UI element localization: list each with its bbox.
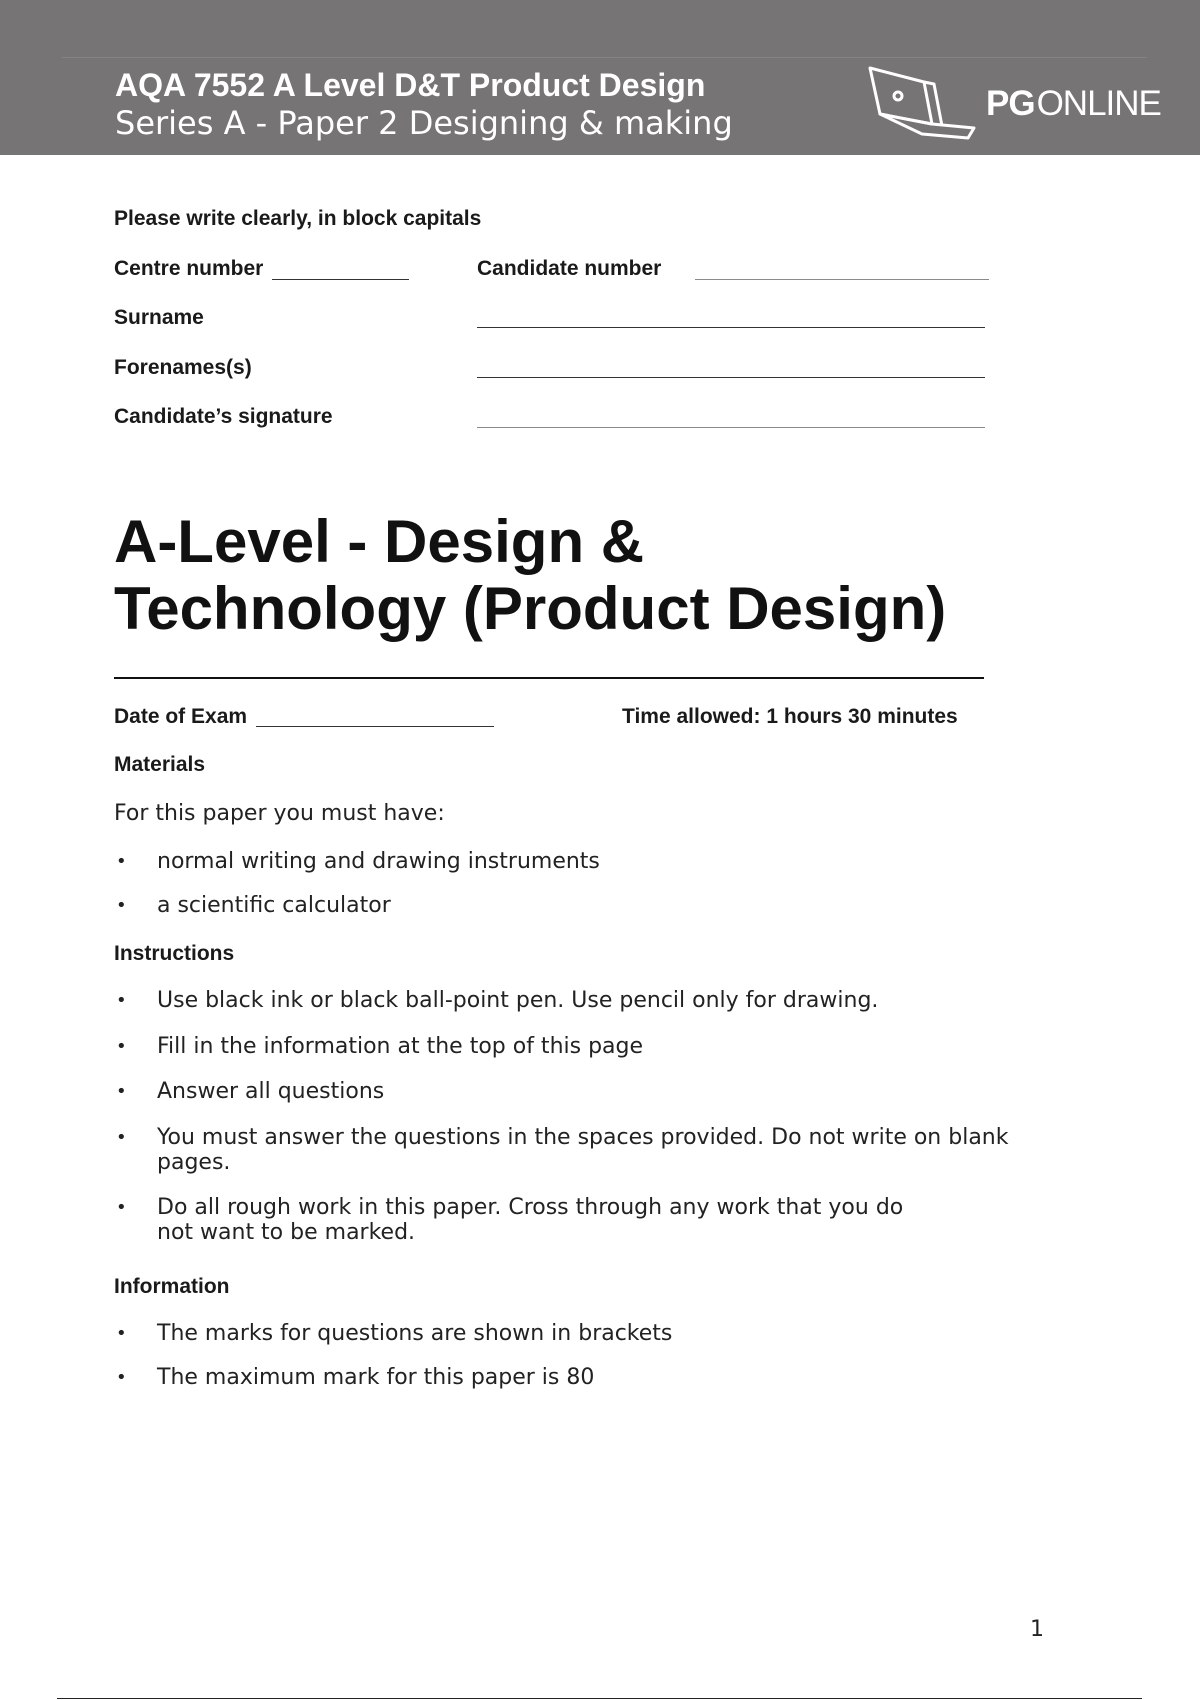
bullet-icon: • <box>116 1081 127 1102</box>
candidate-number-field[interactable] <box>695 279 989 280</box>
centre-number-label: Centre number <box>114 257 264 280</box>
list-item: • a scientific calculator <box>116 893 391 918</box>
list-item: • normal writing and drawing instruments <box>116 849 600 874</box>
header-band <box>0 0 1200 155</box>
logo-text: PGONLINE <box>986 84 1161 123</box>
pg-online-logo <box>862 64 1161 144</box>
bullet-icon: • <box>116 1323 127 1344</box>
list-item: • Do all rough work in this paper. Cross through any work that you do not want to be marked. <box>116 1195 904 1245</box>
header-rule <box>62 57 1147 58</box>
signature-field[interactable] <box>477 427 985 428</box>
title-rule <box>114 677 984 679</box>
exam-title <box>114 508 1014 642</box>
footer-rule <box>57 1698 1142 1699</box>
laptop-icon <box>862 64 980 140</box>
forenames-field[interactable] <box>477 377 985 378</box>
list-item: • Answer all questions <box>116 1079 385 1104</box>
surname-label: Surname <box>114 306 204 329</box>
date-of-exam-field[interactable] <box>256 726 494 727</box>
list-item: • You must answer the questions in the spaces provided. Do not write on blank pages. <box>116 1125 1009 1175</box>
list-item: • Use black ink or black ball-point pen. Use pencil only for drawing. <box>116 988 879 1013</box>
header-title: AQA 7552 A Level D&T Product Design <box>115 67 706 103</box>
bullet-icon: • <box>116 990 127 1011</box>
bullet-icon: • <box>116 895 127 916</box>
bullet-icon: • <box>116 851 127 872</box>
bullet-icon: • <box>116 1367 127 1388</box>
bullet-icon: • <box>116 1197 127 1218</box>
centre-number-field[interactable] <box>272 279 409 280</box>
materials-intro: For this paper you must have: <box>114 801 445 826</box>
materials-heading: Materials <box>114 753 206 776</box>
instructions-heading: Instructions <box>114 942 235 965</box>
exam-title-line-1: A-Level - Design & <box>114 508 645 575</box>
candidate-number-label: Candidate number <box>477 257 662 280</box>
list-item: • The marks for questions are shown in brackets <box>116 1321 673 1346</box>
information-heading: Information <box>114 1275 230 1298</box>
list-item: • The maximum mark for this paper is 80 <box>116 1365 595 1390</box>
bullet-icon: • <box>116 1127 127 1148</box>
list-item: • Fill in the information at the top of this page <box>116 1034 644 1059</box>
exam-title-line-2: Technology (Product Design) <box>114 575 947 642</box>
block-capitals-instruction: Please write clearly, in block capitals <box>114 207 482 230</box>
page-number: 1 <box>1030 1617 1044 1642</box>
bullet-icon: • <box>116 1036 127 1057</box>
signature-label: Candidate’s signature <box>114 405 333 428</box>
date-of-exam-label: Date of Exam <box>114 705 248 728</box>
forenames-label: Forenames(s) <box>114 356 252 379</box>
header-subtitle: Series A - Paper 2 Designing & making <box>115 104 733 142</box>
surname-field[interactable] <box>477 327 985 328</box>
time-allowed: Time allowed: 1 hours 30 minutes <box>622 705 958 728</box>
